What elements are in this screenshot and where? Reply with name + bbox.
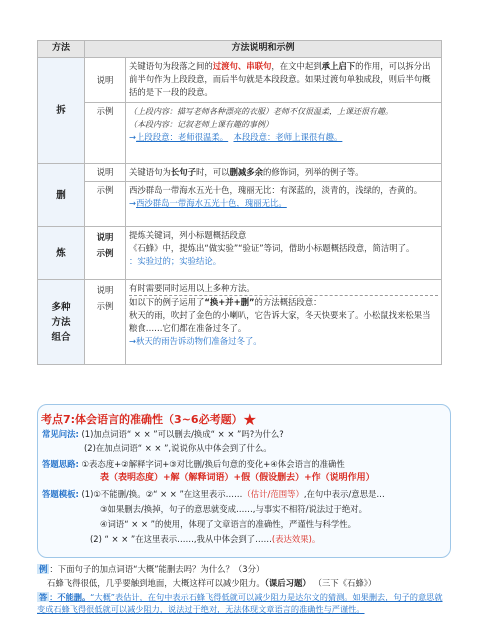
sub-explain: 说明 bbox=[85, 58, 126, 103]
method-combo: 多种 方法 组合 bbox=[38, 280, 85, 365]
example-tag: 例 bbox=[39, 564, 48, 574]
table-row bbox=[38, 280, 442, 365]
chai-example: （上段内容：描写老师各种漂亮的衣服）老师不仅很温柔，上课还很有趣。 （本段内容：记叙老师上课有趣的事例） →上段段意：老师很温柔。 本段段意：老师上课很有趣。 bbox=[126, 103, 442, 164]
answer-tag: 答 bbox=[39, 592, 48, 602]
sub-labels: 说明 示例 bbox=[85, 227, 126, 280]
combo-content: 有时需要同时运用以上多种方法。 如以下的例子运用了“换+并+删”的方法概括段意： 秋天的雨，吹封了金色的小喇叭，它告诉大家，冬天快要来了。小松鼠找来松果当粮食……它们都在准备过冬了。 →秋天的雨告诉动物们准备过冬了。 bbox=[126, 280, 442, 365]
chai-explain: 关键语句为段落之间的过渡句、串联句，在文中起到承上启下的作用，可以拆分出前半句作为上段段意，而后半句就是本段段意。如果过渡句单独成段，则后半句概括的是下一段的段意。 bbox=[126, 58, 442, 103]
methods-table bbox=[37, 40, 442, 365]
kaodian-title: 考点7:体会语言的准确性（3~6必考题）★ bbox=[41, 410, 257, 429]
think-line: 答题思路: ①表态度+②解释字词+③对比删/换后句意的变化+④体会语言的准确性 bbox=[42, 459, 345, 469]
method-shan: 删 bbox=[38, 164, 85, 227]
table-row bbox=[38, 164, 442, 182]
header-method: 方法 bbox=[38, 41, 85, 58]
question-line-1: 常见问法: (1)加点词语“ × × ”可以删去/换成“ × × ”吗?为什么? bbox=[42, 429, 284, 439]
star-icon: ★ bbox=[242, 410, 257, 429]
example-question: 例 ：下面句子的加点词语“大概”能删去吗？为什么？（3分） bbox=[39, 564, 265, 574]
question-line-2: (2)在加点词语“ × × ”,说说你从中体会到了什么。 bbox=[84, 443, 272, 453]
table-row bbox=[38, 58, 442, 103]
sub-labels: 说明 示例 bbox=[85, 280, 126, 365]
template-line-1: 答题模板: (1)①不能删/换。②“ × × ”在这里表示……（估计/范围等）,在句中表示/意思是… bbox=[42, 489, 385, 499]
table-header-row bbox=[38, 41, 442, 58]
method-chai: 拆 bbox=[38, 58, 85, 164]
table-row bbox=[38, 227, 442, 280]
template-line-3: ④词语“ × × ”的使用，体现了文章语言的准确性，严谨性与科学性。 bbox=[100, 519, 356, 529]
sub-example: 示例 bbox=[85, 103, 126, 164]
sub-example: 示例 bbox=[85, 182, 126, 227]
method-lian: 炼 bbox=[38, 227, 85, 280]
example-sentence: 石蜂飞得很低，几乎要触到地面，大概这样可以减少阻力。（课后习题） （三下《石蜂》） bbox=[47, 578, 377, 588]
template-line-4: (2) “ × × ”在这里表示……,我从中体会到了……(表达效果)。 bbox=[90, 534, 321, 544]
lian-content: 提炼关键词，列小标题概括段意 《石蜂》中，提炼出“做实验”“验证”等词，借助小标题概括段意，简洁明了。 ：实验过的；实验结论。 bbox=[126, 227, 442, 280]
template-line-2: ③如果删去/换掉，句子的意思就变成……,与事实不相符/说法过于绝对。 bbox=[100, 504, 368, 514]
shan-example: 西沙群岛一带海水五光十色，瑰丽无比：有深蓝的，淡青的，浅绿的，杏黄的。 →西沙群岛一带海水五光十色，瑰丽无比。 bbox=[126, 182, 442, 227]
table-row bbox=[38, 182, 442, 227]
sub-explain: 说明 bbox=[85, 164, 126, 182]
example-answer: 答 ：不能删。“大概”表估计，在句中表示石蜂飞得低就可以减少阻力是达尔文的猜测。如果删去，句子的意思就变成石蜂飞得很低就可以减少阻力，说法过于绝对，无法体现文章语言的准确性与严谨性。 bbox=[37, 592, 443, 614]
table-row bbox=[38, 103, 442, 164]
formula-line: 表（表明态度）+解（解释词语）+假（假设删去）+作（说明作用） bbox=[100, 473, 375, 483]
shan-explain: 关键语句为长句子时，可以删减多余的修饰词，列举的例子等。 bbox=[126, 164, 442, 182]
header-explanation: 方法说明和示例 bbox=[85, 41, 442, 58]
